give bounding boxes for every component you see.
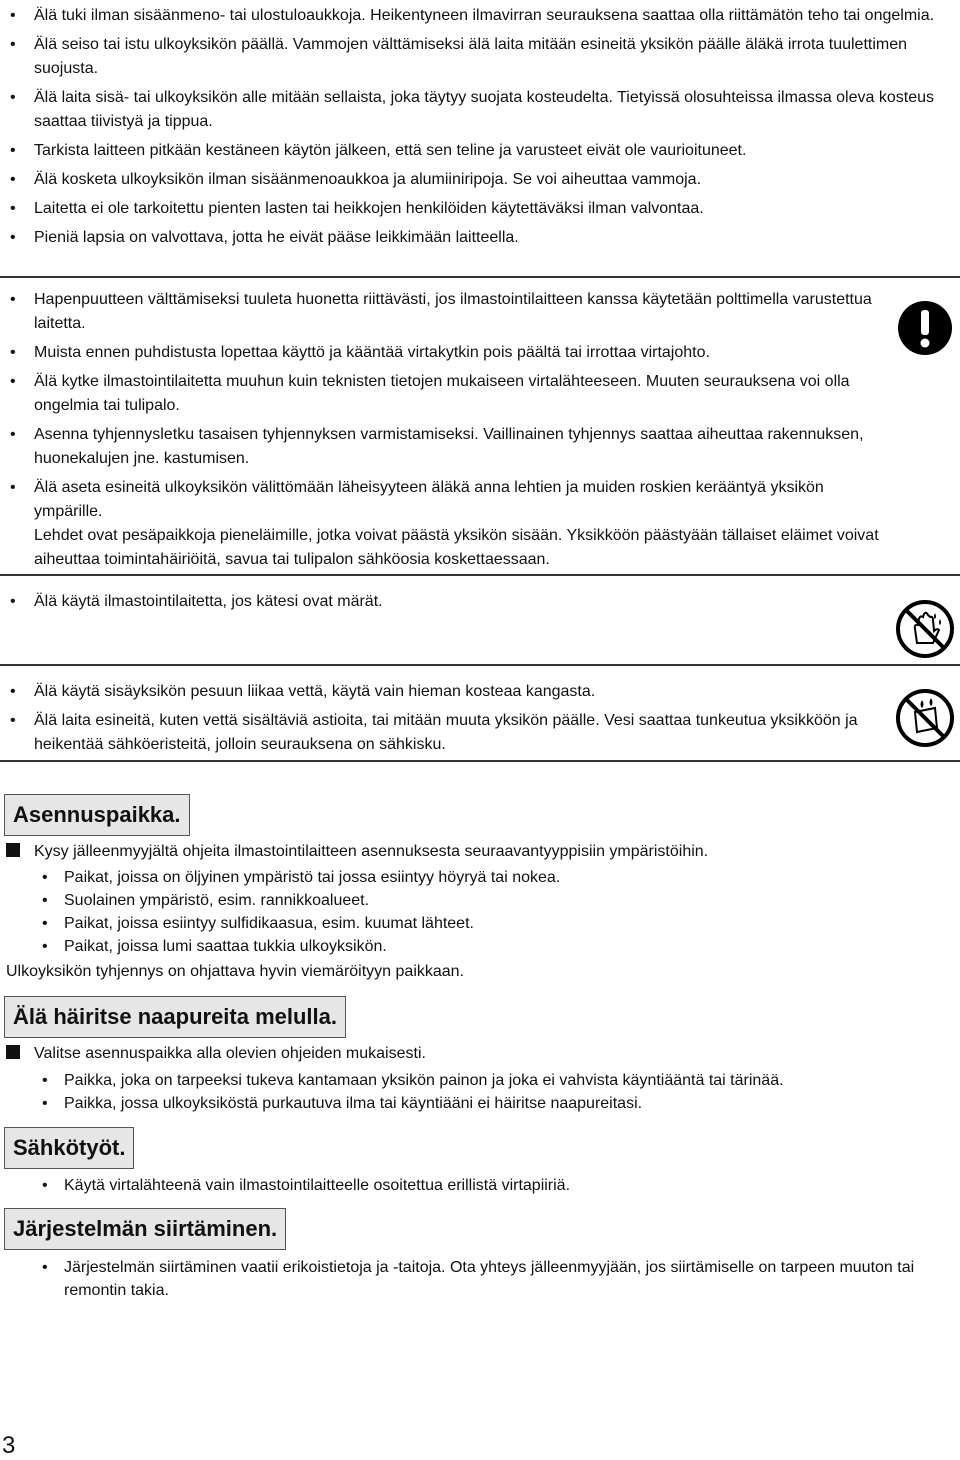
section-title-melu: Älä häiritse naapureita melulla. <box>4 996 346 1038</box>
warnings-block-4 <box>0 680 960 762</box>
divider <box>0 760 960 762</box>
section-title-asennuspaikka: Asennuspaikka. <box>4 794 190 836</box>
list-item: • Pieniä lapsia on valvottava, jotta he eivät pääse leikkimään laitteella. <box>0 226 960 250</box>
list-item: • Tarkista laitteen pitkään kestäneen käytön jälkeen, että sen teline ja varusteet eivät ole vaurioituneet. <box>0 139 960 163</box>
square-bullet-icon <box>6 1045 20 1059</box>
warnings-block-3 <box>0 590 960 619</box>
list-item: • Älä laita sisä- tai ulkoyksikön alle mitään sellaista, joka täytyy suojata kosteudelta. Tietyissä olosuhteissa ilmassa oleva kosteus saattaa tiivistyä ja tippua. <box>0 86 960 134</box>
list-item: • Asenna tyhjennysletku tasaisen tyhjennyksen varmistamiseksi. Vaillinainen tyhjennys saattaa aiheuttaa rakennuksen, huonekalujen jne. kastumisen. <box>0 423 960 471</box>
list-item: • Laitetta ei ole tarkoitettu pienten lasten tai heikkojen henkilöiden käytettäväksi ilman valvontaa. <box>0 197 960 221</box>
list-item: • Älä tuki ilman sisäänmeno- tai ulostuloaukkoja. Heikentyneen ilmavirran seurauksena saattaa olla riittämätön teho tai ongelmia. <box>0 4 960 28</box>
siirto-list <box>0 1256 960 1302</box>
section-title-siirto: Järjestelmän siirtäminen. <box>4 1208 286 1250</box>
page-number: 3 <box>2 1432 16 1459</box>
divider <box>0 276 960 278</box>
list-item-text: Lehdet ovat pesäpaikkoja pieneläimille, jotka voivat päästä yksikön sisään. Yksikköön päästyään tällaiset eläimet voivat aiheuttaa toimintahäiriöitä, savua tai tulipalon sähköosia koskettaessaan. <box>34 527 879 568</box>
no-water-icon <box>895 688 955 753</box>
sahko-list <box>0 1174 960 1197</box>
list-item: • Järjestelmän siirtäminen vaatii erikoistietoja ja -taitoja. Ota yhteys jälleenmyyjään, jos siirtämiselle on tarpeen muuton tai remontin takia. <box>0 1256 960 1302</box>
list-item: • Paikka, joka on tarpeeksi tukeva kantamaan yksikön painon ja joka ei vahvista käyntiääntä tai tärinää. <box>0 1069 960 1092</box>
warnings-block-1 <box>0 4 960 255</box>
list-item: • Älä käytä ilmastointilaitetta, jos kätesi ovat märät. <box>0 590 960 614</box>
exclamation-icon <box>897 300 953 361</box>
list-item: • Käytä virtalähteenä vain ilmastointilaitteelle osoitettua erillistä virtapiiriä. <box>0 1174 960 1197</box>
asennus-note: Ulkoyksikön tyhjennys on ohjattava hyvin viemäröityyn paikkaan. <box>6 963 465 980</box>
list-item: • Älä käytä sisäyksikön pesuun liikaa vettä, käytä vain hieman kosteaa kangasta. <box>0 680 960 704</box>
warnings-block-2 <box>0 288 960 577</box>
list-item: • Älä kytke ilmastointilaitetta muuhun kuin teknisten tietojen mukaiseen virtalähteeseen. Muuten seurauksena voi olla ongelmia tai tulipalo. <box>0 370 960 418</box>
divider <box>0 664 960 666</box>
square-bullet-icon <box>6 843 20 857</box>
section-title-sahko: Sähkötyöt. <box>4 1127 134 1169</box>
melu-list <box>0 1069 960 1115</box>
section-intro <box>6 840 960 864</box>
no-wet-hands-icon <box>895 599 955 664</box>
list-item-text: Älä aseta esineitä ulkoyksikön välittömään läheisyyteen äläkä anna lehtien ja muiden roskien kerääntyä yksikön ympärille. <box>34 479 824 520</box>
list-item <box>0 476 960 572</box>
intro-text: Valitse asennuspaikka alla olevien ohjeiden mukaisesti. <box>34 1045 426 1062</box>
list-item: • Suolainen ympäristö, esim. rannikkoalueet. <box>0 889 960 912</box>
intro-text: Kysy jälleenmyyjältä ohjeita ilmastointilaitteen asennuksesta seuraavantyyppisiin ympäristöihin. <box>34 843 709 860</box>
divider <box>0 574 960 576</box>
list-item: • Paikat, joissa on öljyinen ympäristö tai jossa esiintyy höyryä tai nokea. <box>0 866 960 889</box>
section-intro <box>6 1042 960 1066</box>
list-item: • Muista ennen puhdistusta lopettaa käyttö ja kääntää virtakytkin pois päältä tai irrottaa virtajohto. <box>0 341 960 365</box>
list-item: • Älä seiso tai istu ulkoyksikön päällä. Vammojen välttämiseksi älä laita mitään esineitä yksikön päälle äläkä irrota tuulettimen suojusta. <box>0 33 960 81</box>
list-item: • Paikat, joissa lumi saattaa tukkia ulkoyksikön. <box>0 935 960 958</box>
list-item: • Älä laita esineitä, kuten vettä sisältäviä astioita, tai mitään muuta yksikön päälle. Vesi saattaa tunkeutua yksikköön ja heikentää sähköeristeitä, jolloin seurauksena on sähkisku. <box>0 709 960 757</box>
list-item: • Hapenpuutteen välttämiseksi tuuleta huonetta riittävästi, jos ilmastointilaitteen kanssa käytetään polttimella varustettua laitetta. <box>0 288 960 336</box>
list-item: • Älä kosketa ulkoyksikön ilman sisäänmenoaukkoa ja alumiiniripoja. Se voi aiheuttaa vammoja. <box>0 168 960 192</box>
list-item: • Paikat, joissa esiintyy sulfidikaasua, esim. kuumat lähteet. <box>0 912 960 935</box>
list-item: • Paikka, jossa ulkoyksiköstä purkautuva ilma tai käyntiääni ei häiritse naapureitasi. <box>0 1092 960 1115</box>
asennus-list <box>0 866 960 958</box>
